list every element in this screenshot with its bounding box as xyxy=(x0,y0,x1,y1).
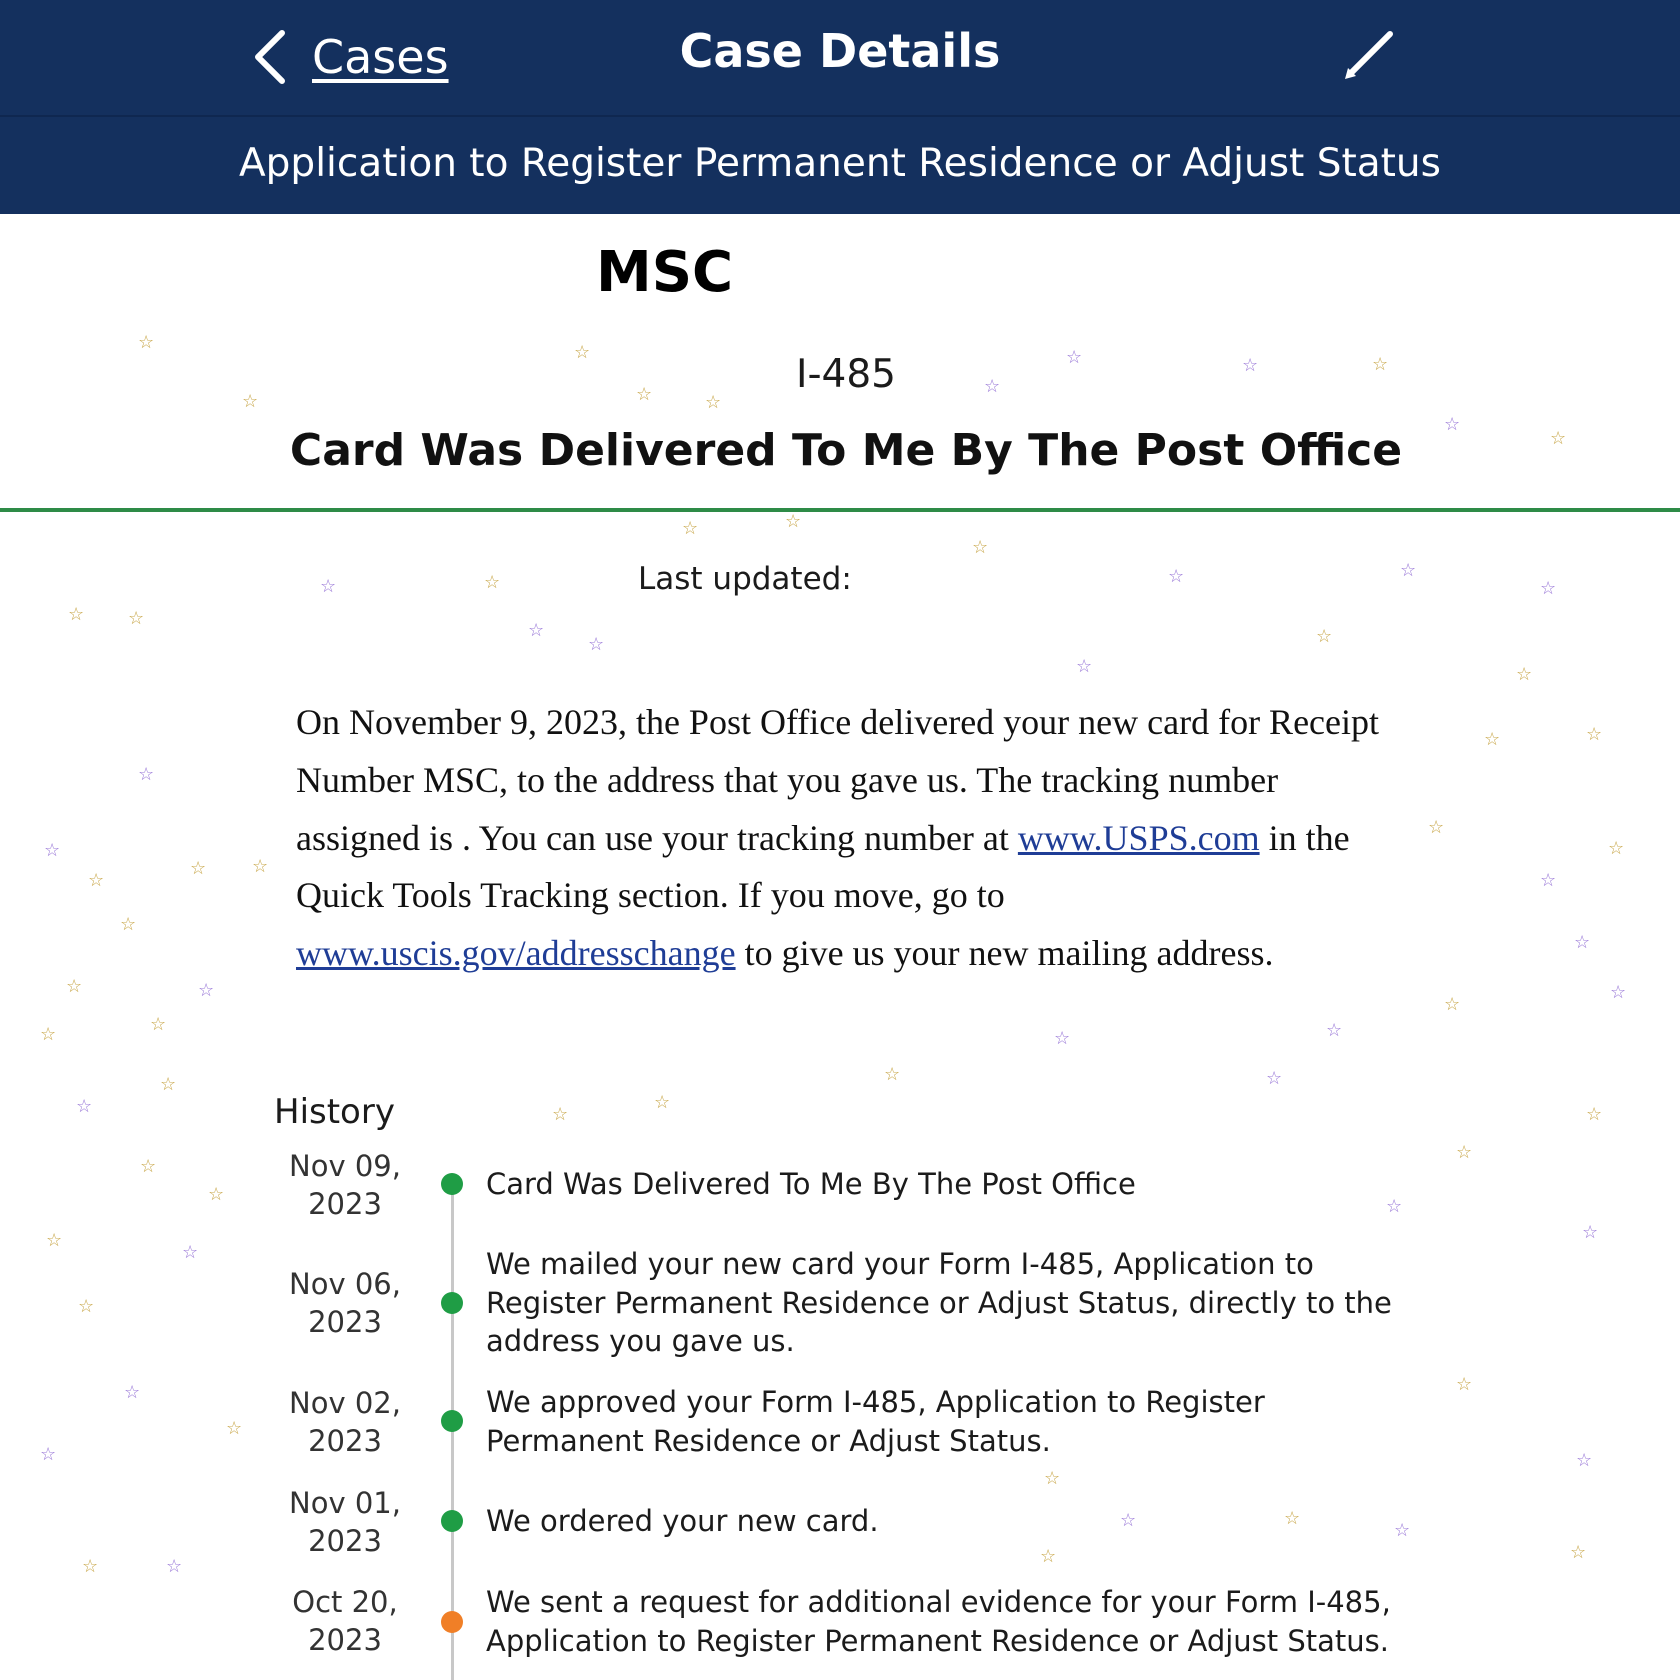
svg-text:☆: ☆ xyxy=(1570,1542,1587,1563)
svg-text:☆: ☆ xyxy=(182,1242,199,1263)
svg-text:☆: ☆ xyxy=(1054,1028,1071,1049)
date-month-day: Nov 06, xyxy=(289,1267,401,1301)
svg-text:☆: ☆ xyxy=(1316,626,1333,647)
svg-text:☆: ☆ xyxy=(1386,1196,1403,1217)
svg-text:☆: ☆ xyxy=(1540,870,1557,891)
svg-text:☆: ☆ xyxy=(1444,414,1461,435)
status-dot xyxy=(441,1173,463,1195)
svg-text:☆: ☆ xyxy=(138,764,155,785)
description-text: to give us your new mailing address. xyxy=(735,933,1274,974)
svg-text:☆: ☆ xyxy=(884,1064,901,1085)
form-name: Application to Register Permanent Residence or Adjust Status xyxy=(239,141,1441,186)
svg-text:☆: ☆ xyxy=(1444,994,1461,1015)
svg-text:☆: ☆ xyxy=(1394,1520,1411,1541)
svg-text:☆: ☆ xyxy=(1484,729,1501,750)
svg-text:☆: ☆ xyxy=(1586,1104,1603,1125)
timeline-line xyxy=(451,1185,454,1680)
history-date xyxy=(270,1265,420,1341)
svg-text:☆: ☆ xyxy=(1040,1546,1057,1567)
svg-text:☆: ☆ xyxy=(66,976,83,997)
history-date xyxy=(270,1484,420,1560)
svg-text:☆: ☆ xyxy=(785,511,802,532)
date-month-day: Nov 01, xyxy=(289,1486,401,1520)
description-text: . You can use your tracking number at xyxy=(462,817,1018,858)
svg-text:☆: ☆ xyxy=(1582,1222,1599,1243)
svg-text:☆: ☆ xyxy=(1066,347,1083,368)
svg-text:☆: ☆ xyxy=(120,914,137,935)
status-divider xyxy=(0,508,1680,512)
svg-text:☆: ☆ xyxy=(552,1104,569,1125)
receipt-number: MSC xyxy=(596,240,734,305)
last-updated-label: Last updated: xyxy=(638,561,852,597)
case-status: Card Was Delivered To Me By The Post Office xyxy=(289,425,1403,476)
svg-text:☆: ☆ xyxy=(1574,932,1591,953)
form-type: I-485 xyxy=(795,352,896,397)
svg-text:☆: ☆ xyxy=(150,1014,167,1035)
date-year: 2023 xyxy=(308,1424,382,1458)
svg-text:☆: ☆ xyxy=(68,604,85,625)
svg-text:☆: ☆ xyxy=(1284,1508,1301,1529)
history-event-text: We ordered your new card. xyxy=(486,1504,879,1538)
svg-text:☆: ☆ xyxy=(574,342,591,363)
description-text: in the Quick Tools Tracking section. If you move, go to xyxy=(296,817,1350,916)
svg-text:☆: ☆ xyxy=(654,1092,671,1113)
history-event-text: We sent a request for additional evidence for your Form I-485, Application to Register Permanent Residence or Adjust Status. xyxy=(486,1585,1391,1658)
svg-text:☆: ☆ xyxy=(1456,1142,1473,1163)
history-date xyxy=(270,1147,420,1223)
svg-text:☆: ☆ xyxy=(208,1184,225,1205)
pencil-icon[interactable] xyxy=(1340,24,1400,84)
svg-text:☆: ☆ xyxy=(198,980,215,1001)
svg-text:☆: ☆ xyxy=(190,858,207,879)
svg-text:☆: ☆ xyxy=(138,332,155,353)
svg-text:☆: ☆ xyxy=(1242,355,1259,376)
date-month-day: Nov 09, xyxy=(289,1149,401,1183)
svg-text:☆: ☆ xyxy=(166,1556,183,1577)
svg-text:☆: ☆ xyxy=(46,1230,63,1251)
svg-text:☆: ☆ xyxy=(76,1096,93,1117)
svg-text:☆: ☆ xyxy=(1372,354,1389,375)
date-month-day: Oct 20, xyxy=(292,1585,398,1619)
page-title: Case Details xyxy=(679,24,1001,78)
date-month-day: Nov 02, xyxy=(289,1386,401,1420)
back-label: Cases xyxy=(312,30,449,84)
svg-text:☆: ☆ xyxy=(40,1024,57,1045)
svg-text:☆: ☆ xyxy=(1608,838,1625,859)
svg-text:☆: ☆ xyxy=(1044,1468,1061,1489)
history-heading: History xyxy=(274,1092,395,1132)
svg-text:☆: ☆ xyxy=(588,634,605,655)
history-date xyxy=(270,1583,420,1659)
date-year: 2023 xyxy=(308,1305,382,1339)
date-year: 2023 xyxy=(308,1187,382,1221)
svg-text:☆: ☆ xyxy=(705,392,722,413)
description-text: , to the address that you gave us. The tracking number assigned is xyxy=(296,759,1279,858)
status-dot xyxy=(441,1611,463,1633)
svg-text:☆: ☆ xyxy=(972,537,989,558)
svg-text:☆: ☆ xyxy=(78,1296,95,1317)
svg-text:☆: ☆ xyxy=(1168,566,1185,587)
svg-text:☆: ☆ xyxy=(682,518,699,539)
svg-text:☆: ☆ xyxy=(1120,1510,1137,1531)
svg-text:☆: ☆ xyxy=(242,391,259,412)
history-event-text: Card Was Delivered To Me By The Post Office xyxy=(486,1167,1136,1201)
history-event-text: We approved your Form I-485, Application to Register Permanent Residence or Adjust Status. xyxy=(486,1385,1265,1458)
svg-text:☆: ☆ xyxy=(1326,1020,1343,1041)
svg-text:☆: ☆ xyxy=(1540,578,1557,599)
form-name-bar xyxy=(0,115,1680,214)
svg-text:☆: ☆ xyxy=(124,1382,141,1403)
svg-text:☆: ☆ xyxy=(1076,656,1093,677)
svg-text:☆: ☆ xyxy=(1586,724,1603,745)
svg-text:☆: ☆ xyxy=(636,384,653,405)
svg-text:☆: ☆ xyxy=(226,1418,243,1439)
svg-text:☆: ☆ xyxy=(1550,428,1567,449)
svg-text:☆: ☆ xyxy=(1400,560,1417,581)
description-text: On November 9, 2023, the Post Office delivered your new card for Receipt Number MSC xyxy=(296,702,1380,800)
svg-text:☆: ☆ xyxy=(160,1074,177,1095)
navigation-bar xyxy=(0,0,1680,115)
svg-text:☆: ☆ xyxy=(40,1444,57,1465)
address-change-link[interactable]: www.uscis.gov/addresschange xyxy=(296,933,736,974)
status-dot xyxy=(441,1510,463,1532)
case-description xyxy=(296,694,1396,983)
history-date xyxy=(270,1384,420,1460)
svg-text:☆: ☆ xyxy=(320,576,337,597)
svg-text:☆: ☆ xyxy=(1266,1068,1283,1089)
svg-text:☆: ☆ xyxy=(128,608,145,629)
svg-text:☆: ☆ xyxy=(1456,1374,1473,1395)
history-event-text: We mailed your new card your Form I-485, Application to Register Permanent Residence or Adjust Status, directly to the address you gave us. xyxy=(486,1247,1392,1358)
svg-text:☆: ☆ xyxy=(82,1556,99,1577)
svg-text:☆: ☆ xyxy=(1428,817,1445,838)
svg-text:☆: ☆ xyxy=(528,620,545,641)
svg-text:☆: ☆ xyxy=(252,856,269,877)
svg-text:☆: ☆ xyxy=(1576,1450,1593,1471)
svg-text:☆: ☆ xyxy=(1516,664,1533,685)
svg-text:☆: ☆ xyxy=(484,572,501,593)
svg-text:☆: ☆ xyxy=(140,1156,157,1177)
svg-text:☆: ☆ xyxy=(984,376,1001,397)
date-year: 2023 xyxy=(308,1623,382,1657)
svg-text:☆: ☆ xyxy=(88,870,105,891)
usps-link[interactable]: www.USPS.com xyxy=(1017,817,1260,858)
svg-text:☆: ☆ xyxy=(1610,982,1627,1003)
status-dot xyxy=(441,1292,463,1314)
status-dot xyxy=(441,1410,463,1432)
svg-text:☆: ☆ xyxy=(44,840,61,861)
date-year: 2023 xyxy=(308,1524,382,1558)
